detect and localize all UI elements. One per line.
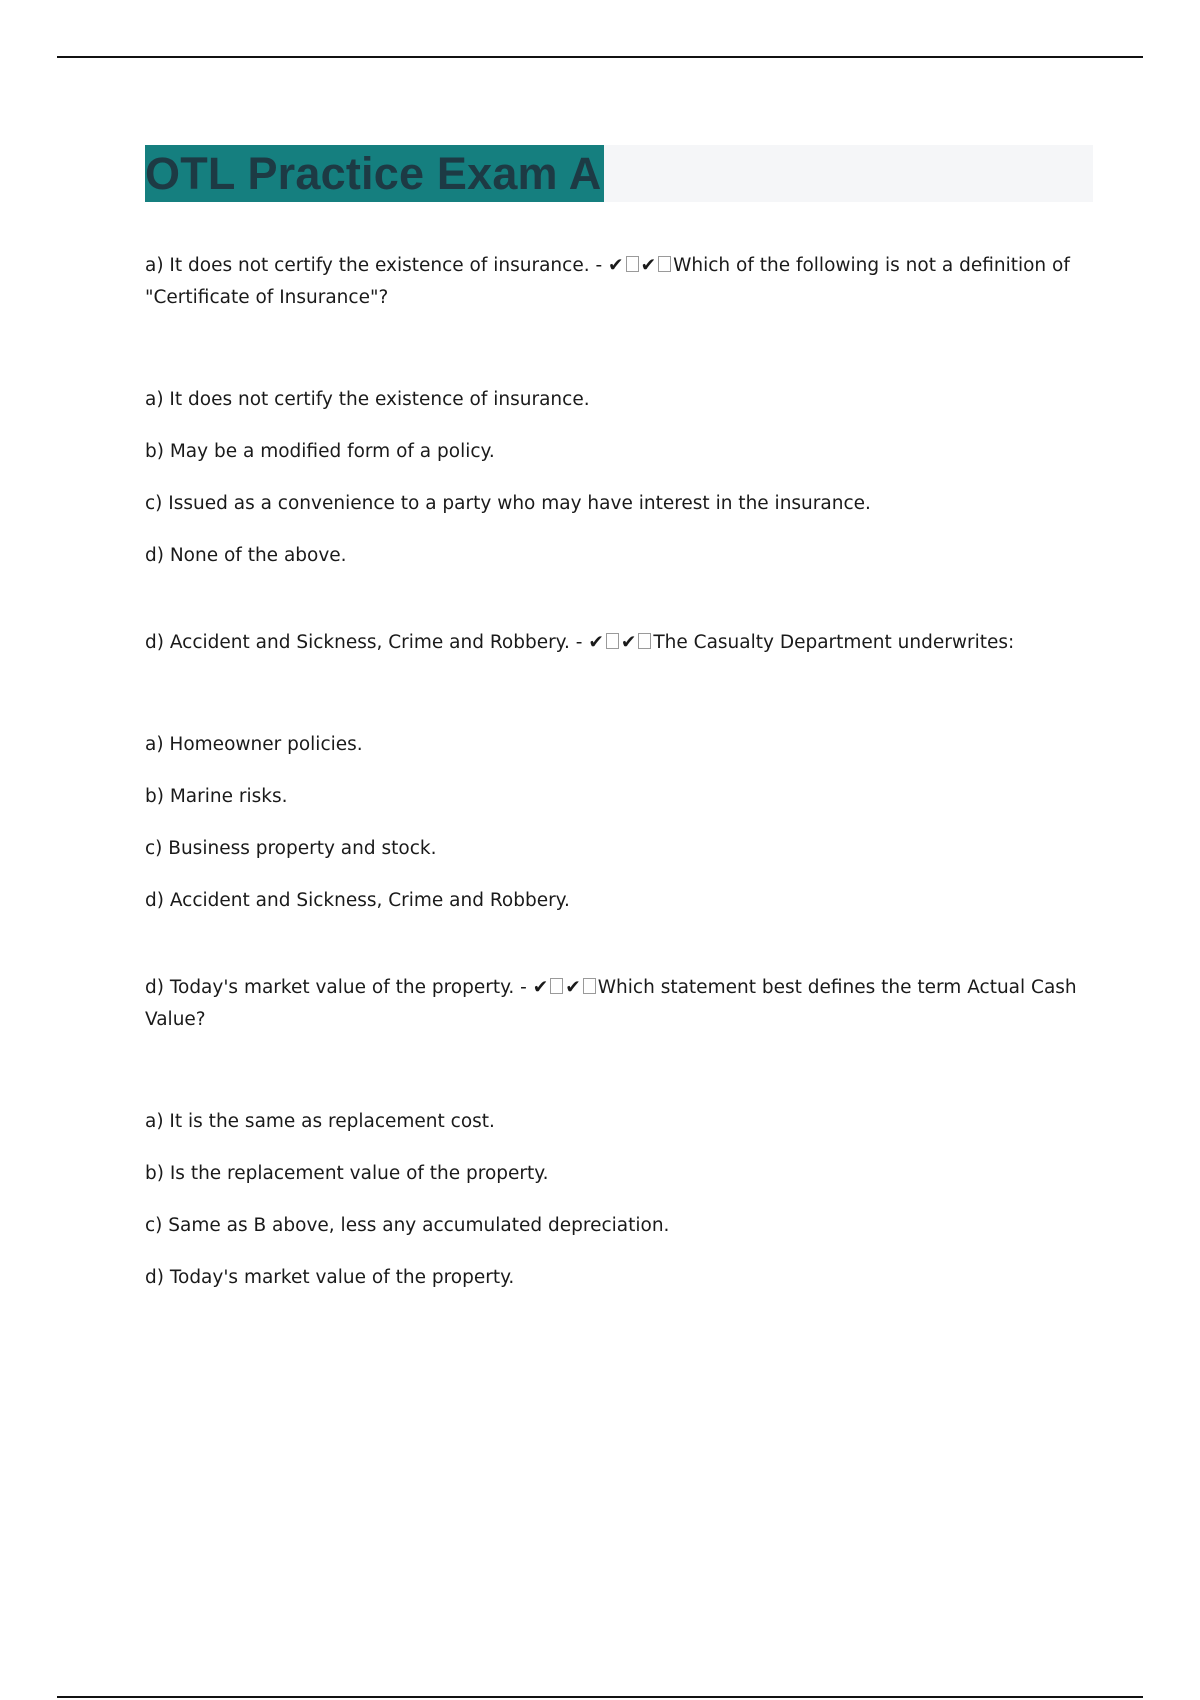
check-icon: ✔ [608,255,624,276]
options-list [145,1106,1093,1294]
question-text: Which of the following is not a definition of "Certificate of Insurance"? [145,255,1070,308]
option-item: c) Same as B above, less any accumulated depreciation. [145,1215,670,1236]
option-item: d) None of the above. [145,545,347,566]
option-item: a) Homeowner policies. [145,734,363,755]
check-icon: ✔ [532,977,549,998]
box-icon [606,633,619,649]
box-icon [638,633,651,649]
option-item: b) Is the replacement value of the property. [145,1163,549,1184]
question-line [145,972,1093,1036]
option-item: c) Business property and stock. [145,838,437,859]
document-title: OTL Practice Exam A [145,148,602,199]
qa-block-3 [145,972,1093,1294]
options-list [145,729,1093,917]
box-icon [626,256,639,272]
options-list [145,384,1093,572]
question-text: The Casualty Department underwrites: [653,632,1015,653]
option-item: a) It is the same as replacement cost. [145,1111,495,1132]
header-rule [57,56,1143,58]
question-line [145,250,1093,314]
option-item: a) It does not certify the existence of insurance. [145,389,590,410]
title-band [145,145,1093,202]
title-highlight [145,145,604,202]
footer-rule [57,1696,1143,1698]
option-item: b) Marine risks. [145,786,288,807]
option-item: b) May be a modified form of a policy. [145,441,495,462]
box-icon [658,256,671,272]
check-icon: ✔ [620,632,637,653]
qa-block-2 [145,627,1093,917]
answer-text: d) Accident and Sickness, Crime and Robbery. - [145,632,583,653]
qa-block-1 [145,250,1093,572]
box-icon [583,978,596,994]
answer-text: d) Today's market value of the property. - [145,977,527,998]
box-icon [550,978,563,994]
option-item: d) Today's market value of the property. [145,1267,515,1288]
check-icon: ✔ [640,255,657,276]
check-icon: ✔ [565,977,581,998]
document-body [145,250,1093,1314]
question-line [145,627,1093,659]
check-icon: ✔ [588,632,604,653]
question-text: Which statement best defines the term Actual Cash Value? [145,977,1077,1030]
option-item: d) Accident and Sickness, Crime and Robbery. [145,890,570,911]
option-item: c) Issued as a convenience to a party who may have interest in the insurance. [145,493,871,514]
answer-text: a) It does not certify the existence of insurance. - [145,255,603,276]
